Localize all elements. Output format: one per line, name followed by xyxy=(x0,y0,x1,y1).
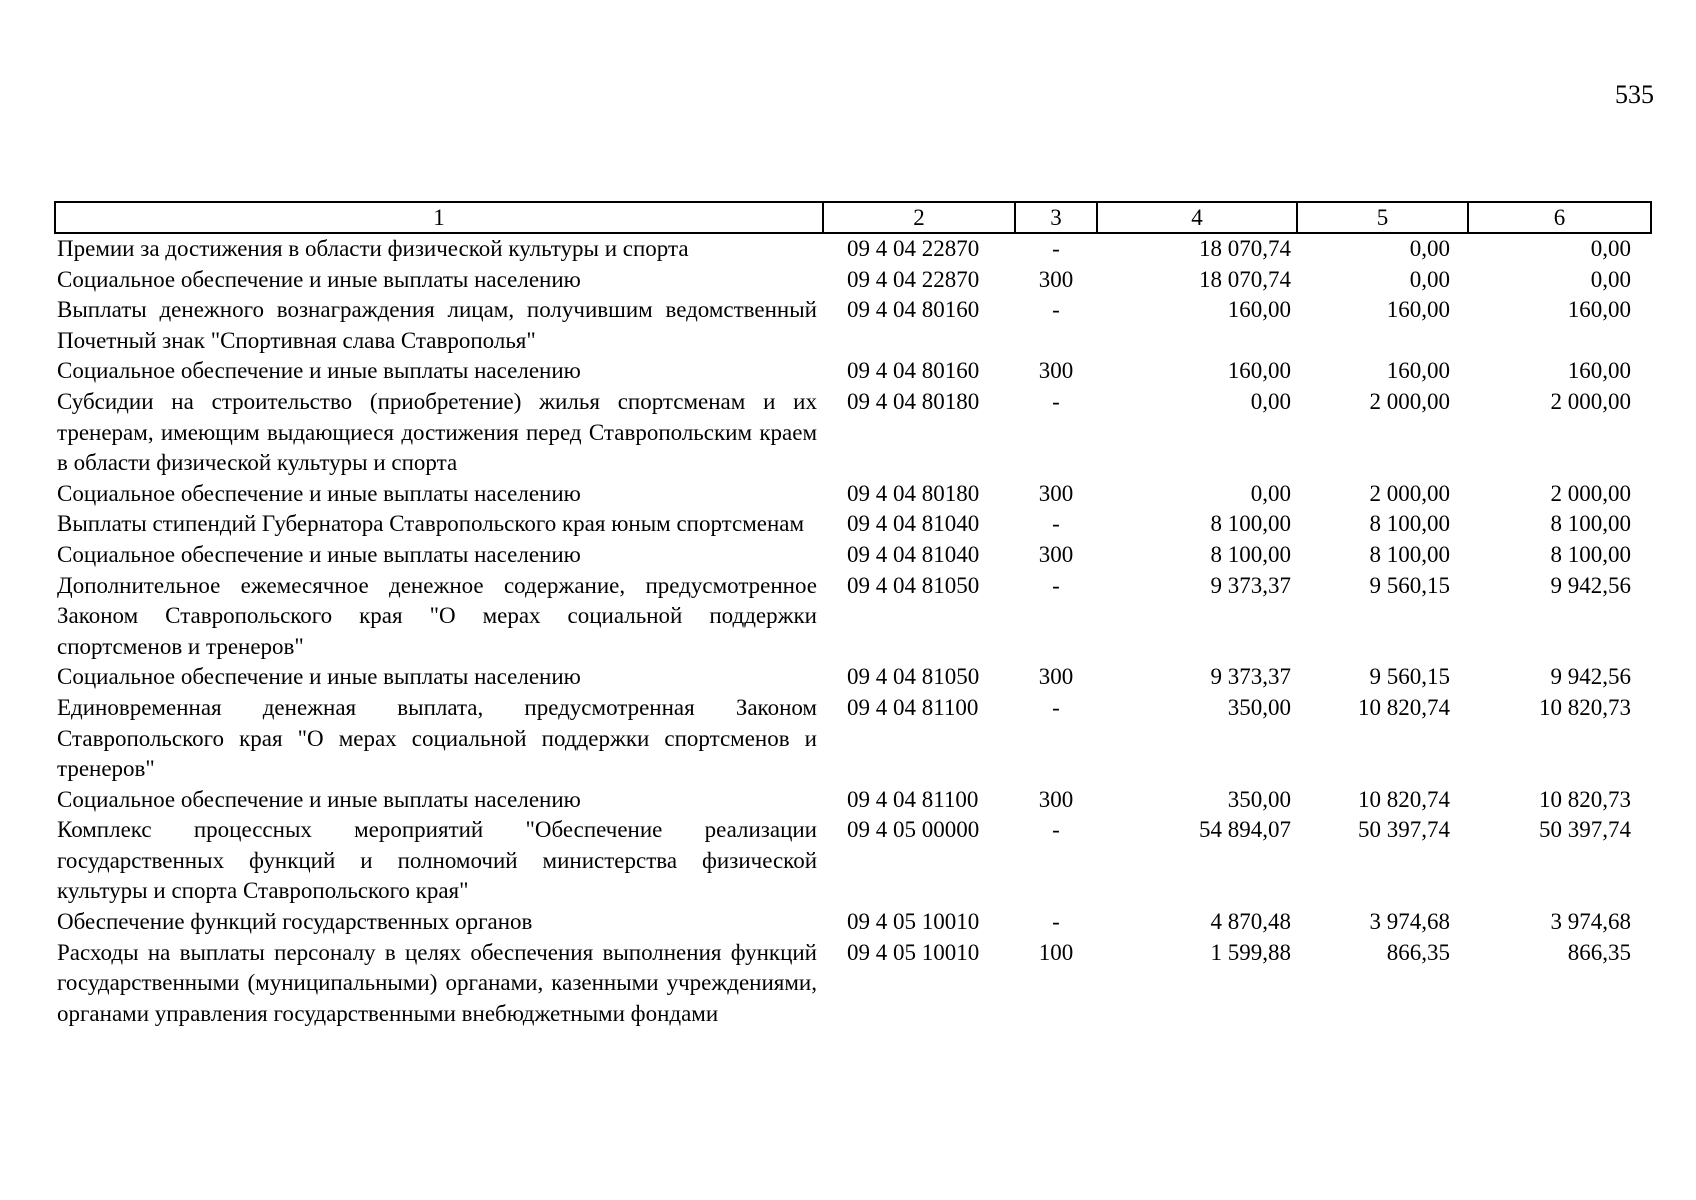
amount-col-5: 0,00 xyxy=(1409,236,1450,261)
row-name: Социальное обеспечение и иные выплаты населению xyxy=(57,266,581,292)
amount-col-6: 2 000,00 xyxy=(1550,480,1631,506)
table-row xyxy=(55,907,1651,938)
amount-col-4: 160,00 xyxy=(1227,297,1291,323)
row-name: Выплаты денежного вознаграждения лицам, получившим ведомственный Почетный знак "Спортивная слава Ставрополья" xyxy=(57,297,817,353)
target-article-code: 09 4 04 22870 xyxy=(847,236,980,261)
budget-table xyxy=(54,201,1652,1029)
target-article-code: 09 4 04 81050 xyxy=(847,572,980,598)
table-row xyxy=(55,509,1651,540)
amount-col-6: 0,00 xyxy=(1590,236,1631,261)
row-name: Социальное обеспечение и иные выплаты населению xyxy=(57,664,581,690)
amount-col-4: 160,00 xyxy=(1227,358,1291,384)
amount-col-4: 0,00 xyxy=(1250,480,1291,506)
expense-type-code: - xyxy=(1052,388,1060,414)
amount-col-4: 1 599,88 xyxy=(1210,939,1291,965)
row-name: Обеспечение функций государственных органов xyxy=(57,909,533,935)
expense-type-code: 300 xyxy=(1038,266,1074,292)
table-row xyxy=(55,479,1651,510)
column-header-1: 1 xyxy=(55,202,823,233)
target-article-code: 09 4 04 81100 xyxy=(847,786,979,812)
amount-col-5: 9 560,15 xyxy=(1369,572,1450,598)
target-article-code: 09 4 04 81100 xyxy=(847,694,979,720)
expense-type-code: - xyxy=(1052,694,1060,720)
expense-type-code: 300 xyxy=(1038,541,1074,567)
amount-col-6: 3 974,68 xyxy=(1550,909,1631,935)
expense-type-code: - xyxy=(1052,236,1060,261)
expense-type-code: - xyxy=(1052,572,1060,598)
amount-col-6: 8 100,00 xyxy=(1550,511,1631,537)
amount-col-5: 160,00 xyxy=(1386,297,1450,323)
table-body xyxy=(55,233,1651,1029)
table-header xyxy=(55,202,1651,233)
column-header-2: 2 xyxy=(823,202,1015,233)
column-header-6: 6 xyxy=(1468,202,1651,233)
amount-col-4: 350,00 xyxy=(1227,694,1291,720)
amount-col-5: 9 560,15 xyxy=(1369,664,1450,690)
row-name: Комплекс процессных мероприятий "Обеспечение реализации государственных функций и полномочий министерства физической культуры и спорта Ставропольского края" xyxy=(57,817,817,904)
table-row xyxy=(55,571,1651,663)
amount-col-5: 2 000,00 xyxy=(1369,480,1450,506)
amount-col-6: 160,00 xyxy=(1567,358,1631,384)
row-name: Социальное обеспечение и иные выплаты населению xyxy=(57,480,581,506)
target-article-code: 09 4 05 00000 xyxy=(847,817,980,843)
amount-col-5: 866,35 xyxy=(1386,939,1450,965)
amount-col-6: 10 820,73 xyxy=(1539,786,1631,812)
table-row xyxy=(55,693,1651,785)
table-row xyxy=(55,265,1651,296)
target-article-code: 09 4 04 81040 xyxy=(847,541,980,567)
column-header-4: 4 xyxy=(1097,202,1297,233)
target-article-code: 09 4 04 80160 xyxy=(847,358,980,384)
page-number: 535 xyxy=(1615,80,1654,109)
amount-col-6: 9 942,56 xyxy=(1550,572,1631,598)
amount-col-6: 0,00 xyxy=(1590,266,1631,292)
amount-col-6: 9 942,56 xyxy=(1550,664,1631,690)
amount-col-4: 9 373,37 xyxy=(1210,572,1291,598)
table-row xyxy=(55,295,1651,356)
target-article-code: 09 4 05 10010 xyxy=(847,939,980,965)
amount-col-5: 0,00 xyxy=(1409,266,1450,292)
table-row xyxy=(55,233,1651,265)
expense-type-code: - xyxy=(1052,909,1060,935)
target-article-code: 09 4 04 80180 xyxy=(847,388,980,414)
amount-col-4: 0,00 xyxy=(1250,388,1291,414)
amount-col-4: 18 070,74 xyxy=(1199,236,1291,261)
expense-type-code: - xyxy=(1052,297,1060,323)
row-name: Социальное обеспечение и иные выплаты населению xyxy=(57,786,581,812)
amount-col-5: 50 397,74 xyxy=(1358,817,1450,843)
amount-col-6: 8 100,00 xyxy=(1550,541,1631,567)
header-row xyxy=(55,202,1651,233)
amount-col-6: 866,35 xyxy=(1567,939,1631,965)
amount-col-6: 10 820,73 xyxy=(1539,694,1631,720)
amount-col-6: 160,00 xyxy=(1567,297,1631,323)
expense-type-code: - xyxy=(1052,511,1060,537)
amount-col-5: 10 820,74 xyxy=(1358,694,1450,720)
row-name: Дополнительное ежемесячное денежное содержание, предусмотренное Законом Ставропольского края "О мерах социальной поддержки спортсменов и тренеров" xyxy=(57,572,817,659)
table-row xyxy=(55,815,1651,907)
target-article-code: 09 4 04 80180 xyxy=(847,480,980,506)
column-header-5: 5 xyxy=(1297,202,1468,233)
table-row xyxy=(55,540,1651,571)
amount-col-4: 4 870,48 xyxy=(1210,909,1291,935)
target-article-code: 09 4 04 81050 xyxy=(847,664,980,690)
row-name: Единовременная денежная выплата, предусмотренная Законом Ставропольского края "О мерах социальной поддержки спортсменов и тренеров" xyxy=(57,694,817,782)
amount-col-5: 10 820,74 xyxy=(1358,786,1450,812)
row-name: Премии за достижения в области физической культуры и спорта xyxy=(57,236,689,261)
row-name: Выплаты стипендий Губернатора Ставропольского края юным спортсменам xyxy=(57,511,805,537)
row-name: Социальное обеспечение и иные выплаты населению xyxy=(57,541,581,567)
amount-col-6: 50 397,74 xyxy=(1539,817,1631,843)
row-name: Социальное обеспечение и иные выплаты населению xyxy=(57,358,581,384)
table-row xyxy=(55,356,1651,387)
expense-type-code: 100 xyxy=(1038,939,1074,965)
amount-col-4: 9 373,37 xyxy=(1210,664,1291,690)
amount-col-6: 2 000,00 xyxy=(1550,388,1631,414)
expense-type-code: 300 xyxy=(1038,358,1074,384)
amount-col-4: 350,00 xyxy=(1227,786,1291,812)
expense-type-code: - xyxy=(1052,817,1060,843)
row-name: Субсидии на строительство (приобретение) жилья спортсменам и их тренерам, имеющим выдающиеся достижения перед Ставропольским краем в области физической культуры и спорта xyxy=(57,388,817,476)
target-article-code: 09 4 04 22870 xyxy=(847,266,980,292)
target-article-code: 09 4 04 81040 xyxy=(847,511,980,537)
amount-col-4: 18 070,74 xyxy=(1199,266,1291,292)
expense-type-code: 300 xyxy=(1038,664,1074,690)
amount-col-4: 54 894,07 xyxy=(1199,817,1291,843)
amount-col-5: 3 974,68 xyxy=(1369,909,1450,935)
amount-col-5: 8 100,00 xyxy=(1369,541,1450,567)
table-row xyxy=(55,662,1651,693)
target-article-code: 09 4 04 80160 xyxy=(847,297,980,323)
target-article-code: 09 4 05 10010 xyxy=(847,909,980,935)
column-header-3: 3 xyxy=(1015,202,1097,233)
amount-col-5: 8 100,00 xyxy=(1369,511,1450,537)
amount-col-4: 8 100,00 xyxy=(1210,541,1291,567)
row-name: Расходы на выплаты персоналу в целях обеспечения выполнения функций государственными (муниципальными) органами, казенными учреждениями, органами управления государственными внебюджетными фондами xyxy=(57,939,817,1026)
table-row xyxy=(55,938,1651,1030)
amount-col-5: 160,00 xyxy=(1386,358,1450,384)
table-row xyxy=(55,387,1651,479)
amount-col-5: 2 000,00 xyxy=(1369,388,1450,414)
table-row xyxy=(55,785,1651,816)
expense-type-code: 300 xyxy=(1038,480,1074,506)
amount-col-4: 8 100,00 xyxy=(1210,511,1291,537)
expense-type-code: 300 xyxy=(1038,786,1074,812)
